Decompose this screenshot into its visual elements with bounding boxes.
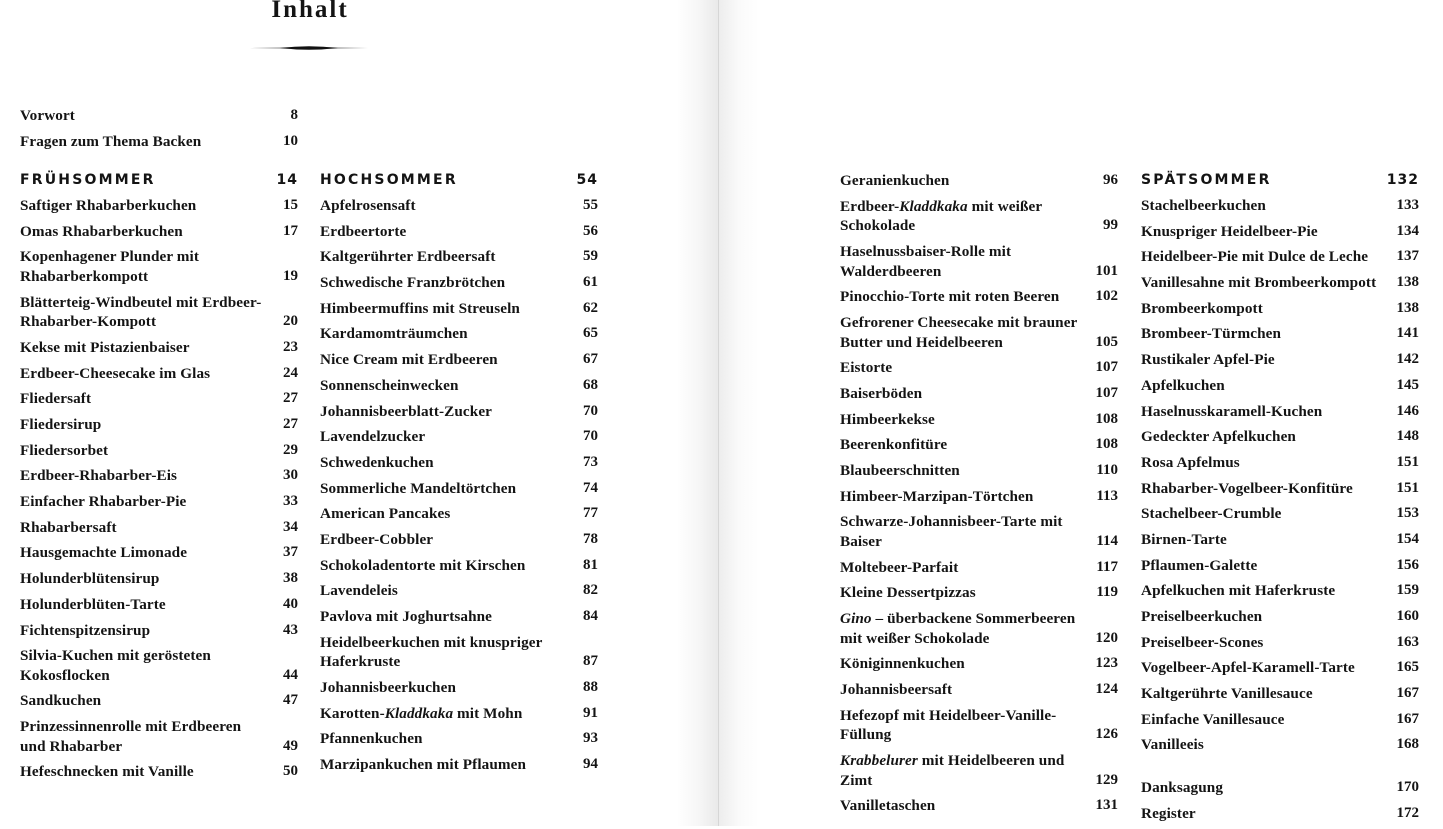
toc-entry-page: 19: [283, 267, 298, 284]
toc-entry[interactable]: [20, 389, 298, 409]
toc-entry[interactable]: [840, 796, 1118, 816]
toc-entry[interactable]: [320, 350, 598, 370]
toc-entry-title: Preiselbeerkuchen: [1141, 608, 1263, 625]
toc-entry-title: Sonnenscheinwecken: [320, 376, 459, 394]
toc-entry[interactable]: [20, 415, 298, 435]
toc-entry-title: Beerenkonfitüre: [840, 436, 948, 454]
title-suffix: mit Mohn: [453, 704, 523, 722]
toc-entry-title: Vanilleeis: [1141, 736, 1204, 754]
toc-entry-title: Vanilletaschen: [840, 797, 936, 815]
toc-entry[interactable]: [1141, 479, 1419, 499]
toc-entry-title: Stachelbeerkuchen: [1141, 197, 1266, 214]
section-heading-page: 54: [576, 172, 598, 188]
toc-entry[interactable]: [1141, 633, 1419, 653]
toc-entry[interactable]: [20, 691, 298, 711]
toc-entry[interactable]: [1141, 556, 1419, 576]
toc-entry-page: 8: [290, 107, 298, 123]
entry-list: [20, 196, 298, 782]
toc-entry-title: Omas Rhabarberkuchen: [20, 222, 183, 240]
toc-entry[interactable]: [1141, 804, 1419, 824]
toc-entry-page: 107: [1095, 359, 1118, 376]
toc-entry-page: 110: [1096, 461, 1118, 478]
toc-entry[interactable]: [320, 755, 598, 775]
toc-entry-page: 30: [283, 467, 298, 484]
toc-entry-title: Hefeschnecken mit Vanille: [20, 763, 194, 781]
toc-entry-title: Himbeerkekse: [840, 410, 935, 428]
toc-entry[interactable]: [1141, 530, 1419, 550]
toc-entry[interactable]: [20, 106, 298, 126]
toc-entry[interactable]: [840, 287, 1118, 307]
toc-entry-page: 59: [583, 248, 598, 265]
toc-entry[interactable]: [1141, 299, 1419, 319]
toc-entry-title: Vorwort: [20, 107, 75, 124]
toc-entry-title: Holunderblütensirup: [20, 570, 160, 588]
toc-entry[interactable]: [320, 247, 598, 267]
toc-entry[interactable]: [20, 293, 298, 332]
toc-entry-title: Silvia-Kuchen mit gerösteten Kokosflocken: [20, 647, 211, 684]
toc-entry[interactable]: [840, 410, 1118, 430]
toc-entry[interactable]: [840, 583, 1118, 603]
toc-entry-page: 88: [583, 678, 598, 695]
toc-entry[interactable]: [320, 581, 598, 601]
entry-list: [320, 196, 598, 775]
toc-entry-title: Stachelbeer-Crumble: [1141, 505, 1282, 523]
toc-entry[interactable]: [1141, 196, 1419, 216]
toc-entry[interactable]: [840, 197, 1118, 236]
toc-entry[interactable]: [320, 196, 598, 216]
toc-entry[interactable]: [320, 324, 598, 344]
toc-entry-title: Knuspriger Heidelbeer-Pie: [1141, 222, 1318, 240]
toc-entry-title: Fragen zum Thema Backen: [20, 132, 202, 150]
toc-entry-title: Lavendelzucker: [320, 428, 426, 446]
toc-entry-page: 49: [283, 737, 298, 754]
toc-entry-page: 23: [283, 338, 298, 355]
toc-entry-page: 10: [283, 132, 298, 149]
toc-entry[interactable]: [320, 556, 598, 576]
toc-entry[interactable]: [20, 466, 298, 486]
toc-entry-page: 141: [1396, 325, 1419, 342]
toc-entry-page: 74: [583, 479, 598, 496]
toc-entry[interactable]: [20, 646, 298, 685]
toc-entry-page: 55: [583, 197, 598, 213]
toc-entry[interactable]: [1141, 402, 1419, 422]
toc-entry-page: 38: [283, 570, 298, 587]
toc-entry[interactable]: [840, 358, 1118, 378]
title-prefix: Erdbeer-: [840, 197, 900, 215]
toc-entry[interactable]: [1141, 376, 1419, 396]
toc-entry[interactable]: [20, 222, 298, 242]
title-italic: Krabbelurer: [840, 751, 918, 769]
toc-entry-page: 114: [1096, 532, 1118, 549]
toc-entry-title: Vanillesahne mit Brombeerkompott: [1141, 274, 1377, 292]
toc-entry[interactable]: [20, 364, 298, 384]
toc-entry-title: Rustikaler Apfel-Pie: [1141, 351, 1275, 369]
toc-entry-title: Einfache Vanillesauce: [1141, 710, 1285, 728]
toc-entry[interactable]: [1141, 324, 1419, 344]
toc-entry-title: Schwedische Franzbrötchen: [320, 274, 506, 292]
toc-entry[interactable]: [1141, 684, 1419, 704]
section-spaetsommer: [1141, 171, 1419, 761]
toc-entry-page: 43: [283, 621, 298, 638]
toc-entry[interactable]: [20, 762, 298, 782]
toc-entry-page: 87: [583, 653, 598, 670]
toc-entry-title: Heidelbeer-Pie mit Dulce de Leche: [1141, 248, 1369, 266]
toc-entry[interactable]: [20, 338, 298, 358]
section-fruehsommer: [20, 171, 298, 788]
toc-entry-title: Sommerliche Mandeltörtchen: [320, 479, 517, 497]
toc-entry[interactable]: [840, 512, 1118, 551]
title-italic: Kladdkaka: [899, 197, 968, 215]
toc-entry[interactable]: [20, 595, 298, 615]
toc-entry-title: Marzipankuchen mit Pflaumen: [320, 756, 527, 774]
toc-entry-page: 99: [1103, 217, 1118, 234]
toc-entry-page: 56: [583, 222, 598, 239]
toc-entry-page: 34: [283, 518, 298, 535]
toc-entry-page: 168: [1396, 736, 1419, 753]
toc-entry[interactable]: [320, 376, 598, 396]
toc-entry-page: 165: [1396, 659, 1419, 676]
title-italic: Kladdkaka: [384, 704, 454, 722]
toc-entry-title: Hausgemachte Limonade: [20, 544, 188, 562]
toc-entry[interactable]: [1141, 273, 1419, 293]
toc-entry[interactable]: [20, 441, 298, 461]
toc-entry[interactable]: [20, 569, 298, 589]
entry-list: [1141, 196, 1419, 755]
title-suffix: mit Heidelbeeren und Zimt: [840, 751, 1065, 789]
toc-entry-page: 62: [583, 299, 598, 316]
toc-entry-title: [320, 704, 570, 724]
toc-entry-page: 77: [583, 505, 598, 522]
toc-entry-page: 27: [283, 416, 298, 432]
toc-entry-title: [840, 751, 1090, 790]
toc-entry-title: Kopenhagener Plunder mit Rhabarberkompott: [20, 248, 200, 285]
toc-entry-title: Kleine Dessertpizzas: [840, 584, 976, 602]
toc-entry-title: Nice Cream mit Erdbeeren: [320, 351, 498, 369]
toc-entry-page: 156: [1396, 556, 1419, 573]
toc-entry[interactable]: [20, 543, 298, 563]
toc-entry-title: Lavendeleis: [320, 582, 398, 600]
toc-entry-title: Rhabarber-Vogelbeer-Konfitüre: [1141, 479, 1353, 497]
toc-entry-page: 123: [1095, 655, 1118, 672]
section-heading-title: FRÜHSOMMER: [20, 172, 156, 188]
toc-entry-page: 50: [283, 763, 298, 780]
toc-entry[interactable]: [840, 609, 1118, 648]
section-heading-title: HOCHSOMMER: [320, 172, 458, 188]
toc-entry-title: Heidelbeerkuchen mit knuspriger Haferkruste: [320, 633, 543, 671]
toc-entry-page: 24: [283, 364, 298, 381]
toc-entry-page: 145: [1396, 376, 1419, 393]
gutter-shadow: [719, 0, 759, 826]
toc-entry-title: Baiserböden: [840, 384, 923, 402]
toc-entry-page: 68: [583, 376, 598, 393]
title-prefix: Karotten-: [320, 704, 385, 722]
toc-entry-page: 108: [1095, 410, 1118, 427]
toc-entry[interactable]: [840, 487, 1118, 507]
toc-entry-title: Preiselbeer-Scones: [1141, 633, 1264, 651]
toc-entry[interactable]: [320, 427, 598, 447]
toc-entry-title: Erdbeertorte: [320, 222, 407, 240]
toc-entry-title: Johannisbeerblatt-Zucker: [320, 402, 492, 420]
toc-entry[interactable]: [320, 222, 598, 242]
toc-entry[interactable]: [1141, 427, 1419, 447]
toc-entry-page: 17: [283, 222, 298, 239]
toc-entry-page: 131: [1095, 797, 1118, 814]
toc-entry-page: 160: [1396, 608, 1419, 624]
toc-entry-title: Eistorte: [840, 359, 893, 377]
toc-entry[interactable]: [20, 247, 298, 286]
toc-entry-title: Apfelrosensaft: [320, 197, 416, 214]
toc-entry[interactable]: [1141, 350, 1419, 370]
page-title: Inhalt: [271, 0, 349, 23]
toc-entry[interactable]: [320, 704, 598, 724]
toc-entry-page: 29: [283, 441, 298, 458]
toc-entry-title: Prinzessinnenrolle mit Erdbeeren und Rhabarber: [20, 718, 242, 755]
toc-entry-title: Haselnusskaramell-Kuchen: [1141, 402, 1323, 420]
toc-entry[interactable]: [1141, 247, 1419, 267]
toc-entry-title: Vogelbeer-Apfel-Karamell-Tarte: [1141, 659, 1355, 677]
toc-entry-title: Kaltgerührte Vanillesauce: [1141, 685, 1313, 703]
toc-entry[interactable]: [840, 751, 1118, 790]
intro-list: [20, 106, 298, 157]
toc-entry-title: Fliedersorbet: [20, 441, 109, 459]
toc-entry[interactable]: [1141, 607, 1419, 627]
toc-entry[interactable]: [320, 530, 598, 550]
toc-entry[interactable]: [320, 633, 598, 672]
toc-entry-title: Schokoladentorte mit Kirschen: [320, 556, 526, 574]
toc-entry-page: 119: [1096, 584, 1118, 601]
toc-entry-page: 94: [583, 756, 598, 773]
toc-entry-title: Schwedenkuchen: [320, 453, 434, 471]
toc-entry-page: 44: [283, 666, 298, 683]
toc-entry[interactable]: [1141, 504, 1419, 524]
backmatter-list: [1141, 778, 1419, 829]
toc-entry-title: Apfelkuchen: [1141, 376, 1225, 394]
toc-entry[interactable]: [20, 196, 298, 216]
toc-entry-title: Holunderblüten-Tarte: [20, 595, 166, 613]
toc-entry-title: Brombeerkompott: [1141, 299, 1263, 317]
toc-entry-title: Gefrorener Cheesecake mit brauner Butter und Heidelbeeren: [840, 313, 1078, 351]
toc-entry-title: Blätterteig-Windbeutel mit Erdbeer-Rhabarber-Kompott: [20, 293, 262, 331]
title-ornament-rule: [250, 44, 368, 52]
toc-entry-page: 172: [1396, 804, 1419, 821]
toc-entry[interactable]: [20, 492, 298, 512]
toc-entry-page: 148: [1396, 428, 1419, 445]
toc-entry-page: 134: [1396, 222, 1419, 239]
toc-entry-page: 91: [583, 704, 598, 721]
section-heading-page: 132: [1386, 172, 1419, 188]
toc-entry[interactable]: [1141, 453, 1419, 473]
toc-entry-title: Blaubeerschnitten: [840, 461, 960, 479]
toc-entry[interactable]: [20, 132, 298, 152]
toc-entry-page: 47: [283, 692, 298, 709]
toc-entry-page: 67: [583, 351, 598, 368]
toc-entry-title: Pavlova mit Joghurtsahne: [320, 608, 492, 625]
toc-entry-title: Erdbeer-Cheesecake im Glas: [20, 364, 211, 382]
toc-entry-page: 61: [583, 274, 598, 291]
toc-entry-page: 108: [1095, 436, 1118, 453]
toc-entry-title: Himbeermuffins mit Streuseln: [320, 299, 520, 317]
toc-entry[interactable]: [320, 453, 598, 473]
toc-entry-page: 167: [1396, 685, 1419, 702]
toc-entry[interactable]: [20, 518, 298, 538]
toc-entry[interactable]: [20, 621, 298, 641]
toc-entry-title: Rhabarbersaft: [20, 518, 117, 536]
toc-entry-page: 113: [1096, 487, 1118, 504]
toc-entry[interactable]: [1141, 658, 1419, 678]
toc-entry-page: 37: [283, 544, 298, 561]
toc-entry-page: 129: [1095, 771, 1118, 788]
toc-entry[interactable]: [840, 680, 1118, 700]
toc-entry-title: [840, 197, 1090, 236]
toc-entry-page: 96: [1103, 172, 1118, 188]
toc-entry-title: Hefezopf mit Heidelbeer-Vanille-Füllung: [840, 706, 1057, 744]
toc-entry-title: Kekse mit Pistazienbaiser: [20, 338, 190, 356]
toc-entry-page: 107: [1095, 384, 1118, 401]
toc-entry-page: 159: [1396, 582, 1419, 599]
toc-entry-page: 151: [1396, 453, 1419, 470]
toc-entry-title: Himbeer-Marzipan-Törtchen: [840, 487, 1034, 505]
toc-entry[interactable]: [840, 313, 1118, 352]
toc-entry-title: Geranienkuchen: [840, 172, 950, 189]
toc-entry-page: 102: [1095, 288, 1118, 305]
toc-entry-title: Johannisbeersaft: [840, 680, 953, 698]
toc-entry-page: 163: [1396, 633, 1419, 650]
toc-entry-page: 120: [1095, 629, 1118, 646]
toc-entry-title: [840, 609, 1090, 648]
toc-entry-page: 146: [1396, 402, 1419, 419]
toc-entry[interactable]: [320, 479, 598, 499]
toc-entry-title: Fliedersaft: [20, 390, 92, 408]
toc-entry-title: Pfannenkuchen: [320, 730, 423, 748]
toc-entry-title: Königinnenkuchen: [840, 655, 965, 673]
toc-entry[interactable]: [840, 171, 1118, 191]
toc-entry-page: 27: [283, 390, 298, 407]
toc-entry[interactable]: [840, 435, 1118, 455]
toc-entry-title: Fichtenspitzensirup: [20, 621, 151, 639]
toc-entry-page: 20: [283, 313, 298, 330]
toc-entry[interactable]: [320, 402, 598, 422]
toc-entry-page: 101: [1095, 262, 1118, 279]
toc-entry-page: 142: [1396, 351, 1419, 368]
toc-entry-title: Johannisbeerkuchen: [320, 678, 456, 696]
toc-entry-page: 151: [1396, 479, 1419, 496]
entry-list: [840, 171, 1118, 816]
section-hochsommer: [320, 171, 598, 781]
toc-entry-page: 73: [583, 453, 598, 470]
toc-entry-page: 105: [1095, 333, 1118, 350]
toc-entry[interactable]: [1141, 735, 1419, 755]
toc-entry-page: 81: [583, 556, 598, 573]
toc-entry-page: 70: [583, 428, 598, 445]
toc-entry-page: 40: [283, 595, 298, 612]
toc-entry-title: Apfelkuchen mit Haferkruste: [1141, 582, 1336, 600]
section-heading[interactable]: [20, 171, 298, 190]
toc-entry-page: 133: [1396, 197, 1419, 213]
toc-entry-page: 65: [583, 325, 598, 342]
toc-entry[interactable]: [320, 678, 598, 698]
toc-entry-title: Haselnussbaiser-Rolle mit Walderdbeeren: [840, 242, 1012, 280]
toc-entry-page: 117: [1096, 558, 1118, 575]
toc-entry-title: Erdbeer-Rhabarber-Eis: [20, 467, 178, 485]
toc-entry-page: 70: [583, 402, 598, 419]
toc-entry-page: 126: [1095, 726, 1118, 743]
title-suffix: mit weißer Schokolade: [840, 197, 1042, 235]
toc-entry-page: 167: [1396, 710, 1419, 727]
toc-entry[interactable]: [320, 299, 598, 319]
toc-entry-title: Sandkuchen: [20, 692, 102, 710]
toc-entry-page: 137: [1396, 248, 1419, 265]
toc-entry-page: 138: [1396, 299, 1419, 316]
toc-entry-page: 93: [583, 730, 598, 747]
toc-entry-title: Register: [1141, 804, 1196, 822]
toc-entry[interactable]: [320, 729, 598, 749]
toc-entry-page: 78: [583, 530, 598, 547]
gutter-shadow: [676, 0, 718, 826]
section-heading[interactable]: [320, 171, 598, 190]
toc-entry[interactable]: [840, 242, 1118, 281]
toc-entry[interactable]: [320, 607, 598, 627]
section-heading-title: SPÄTSOMMER: [1141, 172, 1272, 188]
toc-entry-title: Schwarze-Johannisbeer-Tarte mit Baiser: [840, 513, 1063, 550]
toc-entry[interactable]: [840, 654, 1118, 674]
toc-entry-title: Moltebeer-Parfait: [840, 558, 959, 576]
title-suffix: – überbackene Sommerbeeren mit weißer Schokolade: [840, 610, 1076, 647]
toc-entry-page: 124: [1095, 680, 1118, 697]
toc-entry[interactable]: [320, 273, 598, 293]
section-heading[interactable]: [1141, 171, 1419, 190]
toc-entry-title: Gedeckter Apfelkuchen: [1141, 428, 1296, 446]
toc-entry[interactable]: [1141, 222, 1419, 242]
toc-entry-page: 15: [283, 197, 298, 213]
toc-entry[interactable]: [840, 384, 1118, 404]
toc-entry-title: Saftiger Rhabarberkuchen: [20, 197, 197, 214]
toc-entry-title: Brombeer-Türmchen: [1141, 325, 1282, 343]
toc-entry-page: 33: [283, 493, 298, 510]
title-italic: Gino: [840, 610, 872, 627]
toc-entry[interactable]: [840, 461, 1118, 481]
toc-entry-page: 154: [1396, 530, 1419, 547]
toc-entry[interactable]: [1141, 710, 1419, 730]
toc-entry-page: 170: [1396, 779, 1419, 795]
toc-entry-title: Rosa Apfelmus: [1141, 453, 1240, 471]
toc-entry[interactable]: [1141, 778, 1419, 798]
toc-entry[interactable]: [840, 558, 1118, 578]
toc-entry-page: 138: [1396, 274, 1419, 291]
toc-entry-title: American Pancakes: [320, 505, 451, 523]
toc-entry-page: 84: [583, 608, 598, 624]
toc-entry-title: Einfacher Rhabarber-Pie: [20, 493, 187, 511]
toc-entry-title: Pflaumen-Galette: [1141, 556, 1258, 574]
toc-entry-title: Erdbeer-Cobbler: [320, 530, 434, 548]
toc-entry[interactable]: [1141, 581, 1419, 601]
section-heading-page: 14: [276, 172, 298, 188]
toc-entry-title: Fliedersirup: [20, 416, 102, 433]
toc-entry-title: Danksagung: [1141, 779, 1224, 796]
toc-entry[interactable]: [840, 706, 1118, 745]
toc-entry-title: Pinocchio-Torte mit roten Beeren: [840, 288, 1060, 306]
toc-entry[interactable]: [320, 504, 598, 524]
toc-entry-title: Kardamomträumchen: [320, 325, 468, 343]
toc-entry-page: 153: [1396, 505, 1419, 522]
section-hochsommer-continued: [840, 171, 1118, 822]
toc-entry-page: 82: [583, 582, 598, 599]
toc-entry-title: Kaltgerührter Erdbeersaft: [320, 248, 496, 266]
toc-entry-title: Birnen-Tarte: [1141, 530, 1227, 548]
toc-entry[interactable]: [20, 717, 298, 756]
